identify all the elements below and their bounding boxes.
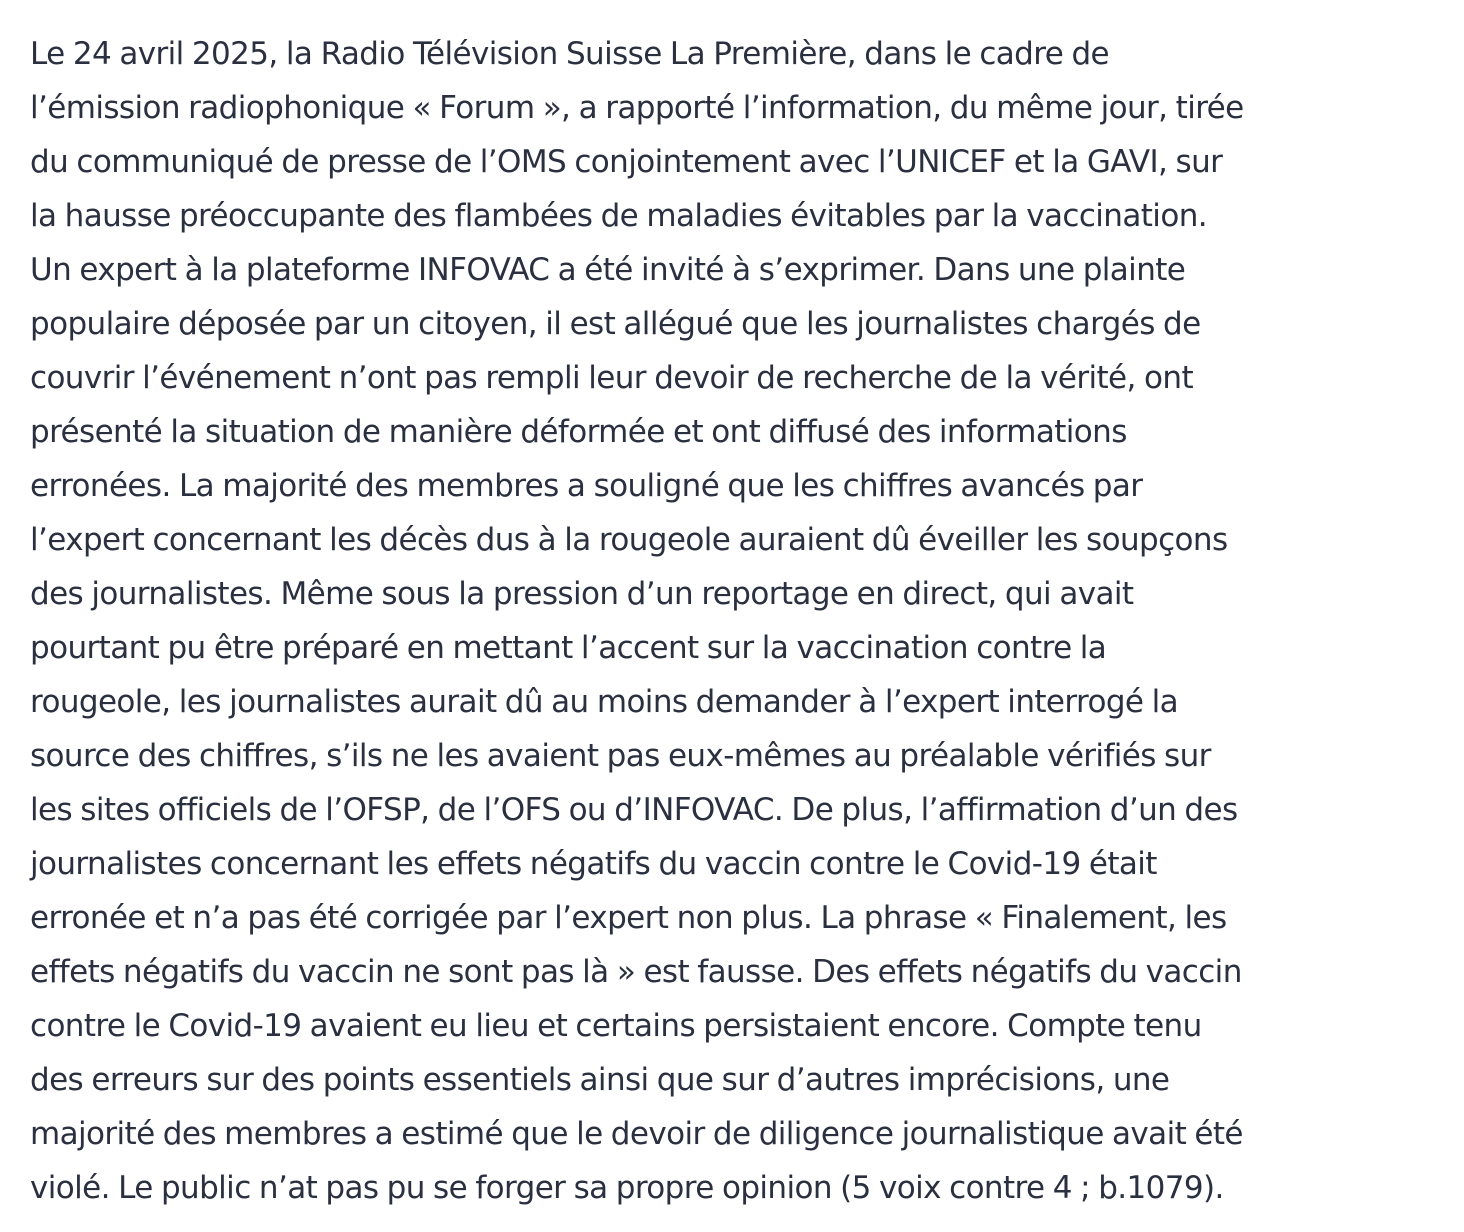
paragraph-line: présenté la situation de manière déformée et ont diffusé des informations: [30, 414, 1127, 450]
paragraph-line: majorité des membres a estimé que le devoir de diligence journalistique avait été: [30, 1116, 1243, 1152]
paragraph-line: couvrir l’événement n’ont pas rempli leur devoir de recherche de la vérité, ont: [30, 360, 1193, 396]
paragraph-line: les sites officiels de l’OFSP, de l’OFS ou d’INFOVAC. De plus, l’affirmation d’un des: [30, 792, 1238, 828]
paragraph-line: violé. Le public n’at pas pu se forger sa propre opinion (5 voix contre 4 ; b.1079).: [30, 1170, 1224, 1206]
paragraph-line: rougeole, les journalistes aurait dû au moins demander à l’expert interrogé la: [30, 684, 1179, 720]
paragraph-line: journalistes concernant les effets négatifs du vaccin contre le Covid-19 était: [30, 846, 1157, 882]
paragraph-line: pourtant pu être préparé en mettant l’accent sur la vaccination contre la: [30, 630, 1107, 666]
paragraph-line: l’émission radiophonique « Forum », a rapporté l’information, du même jour, tirée: [30, 90, 1244, 126]
paragraph-line: erronée et n’a pas été corrigée par l’expert non plus. La phrase « Finalement, les: [30, 900, 1227, 936]
paragraph-line: contre le Covid-19 avaient eu lieu et certains persistaient encore. Compte tenu: [30, 1008, 1202, 1044]
paragraph-line: l’expert concernant les décès dus à la rougeole auraient dû éveiller les soupçons: [30, 522, 1228, 558]
paragraph-line: Un expert à la plateforme INFOVAC a été invité à s’exprimer. Dans une plainte: [30, 252, 1186, 288]
paragraph-line: des erreurs sur des points essentiels ainsi que sur d’autres imprécisions, une: [30, 1062, 1170, 1098]
paragraph-line: la hausse préoccupante des flambées de maladies évitables par la vaccination.: [30, 198, 1207, 234]
paragraph-line: effets négatifs du vaccin ne sont pas là » est fausse. Des effets négatifs du vaccin: [30, 954, 1242, 990]
decision-paragraph: [30, 27, 1440, 1215]
paragraph-line: Le 24 avril 2025, la Radio Télévision Suisse La Première, dans le cadre de: [30, 36, 1109, 72]
paragraph-line: populaire déposée par un citoyen, il est allégué que les journalistes chargés de: [30, 306, 1201, 342]
paragraph-line: des journalistes. Même sous la pression d’un reportage en direct, qui avait: [30, 576, 1134, 612]
paragraph-line: erronées. La majorité des membres a souligné que les chiffres avancés par: [30, 468, 1143, 504]
paragraph-line: du communiqué de presse de l’OMS conjointement avec l’UNICEF et la GAVI, sur: [30, 144, 1223, 180]
paragraph-line: source des chiffres, s’ils ne les avaient pas eux-mêmes au préalable vérifiés sur: [30, 738, 1211, 774]
